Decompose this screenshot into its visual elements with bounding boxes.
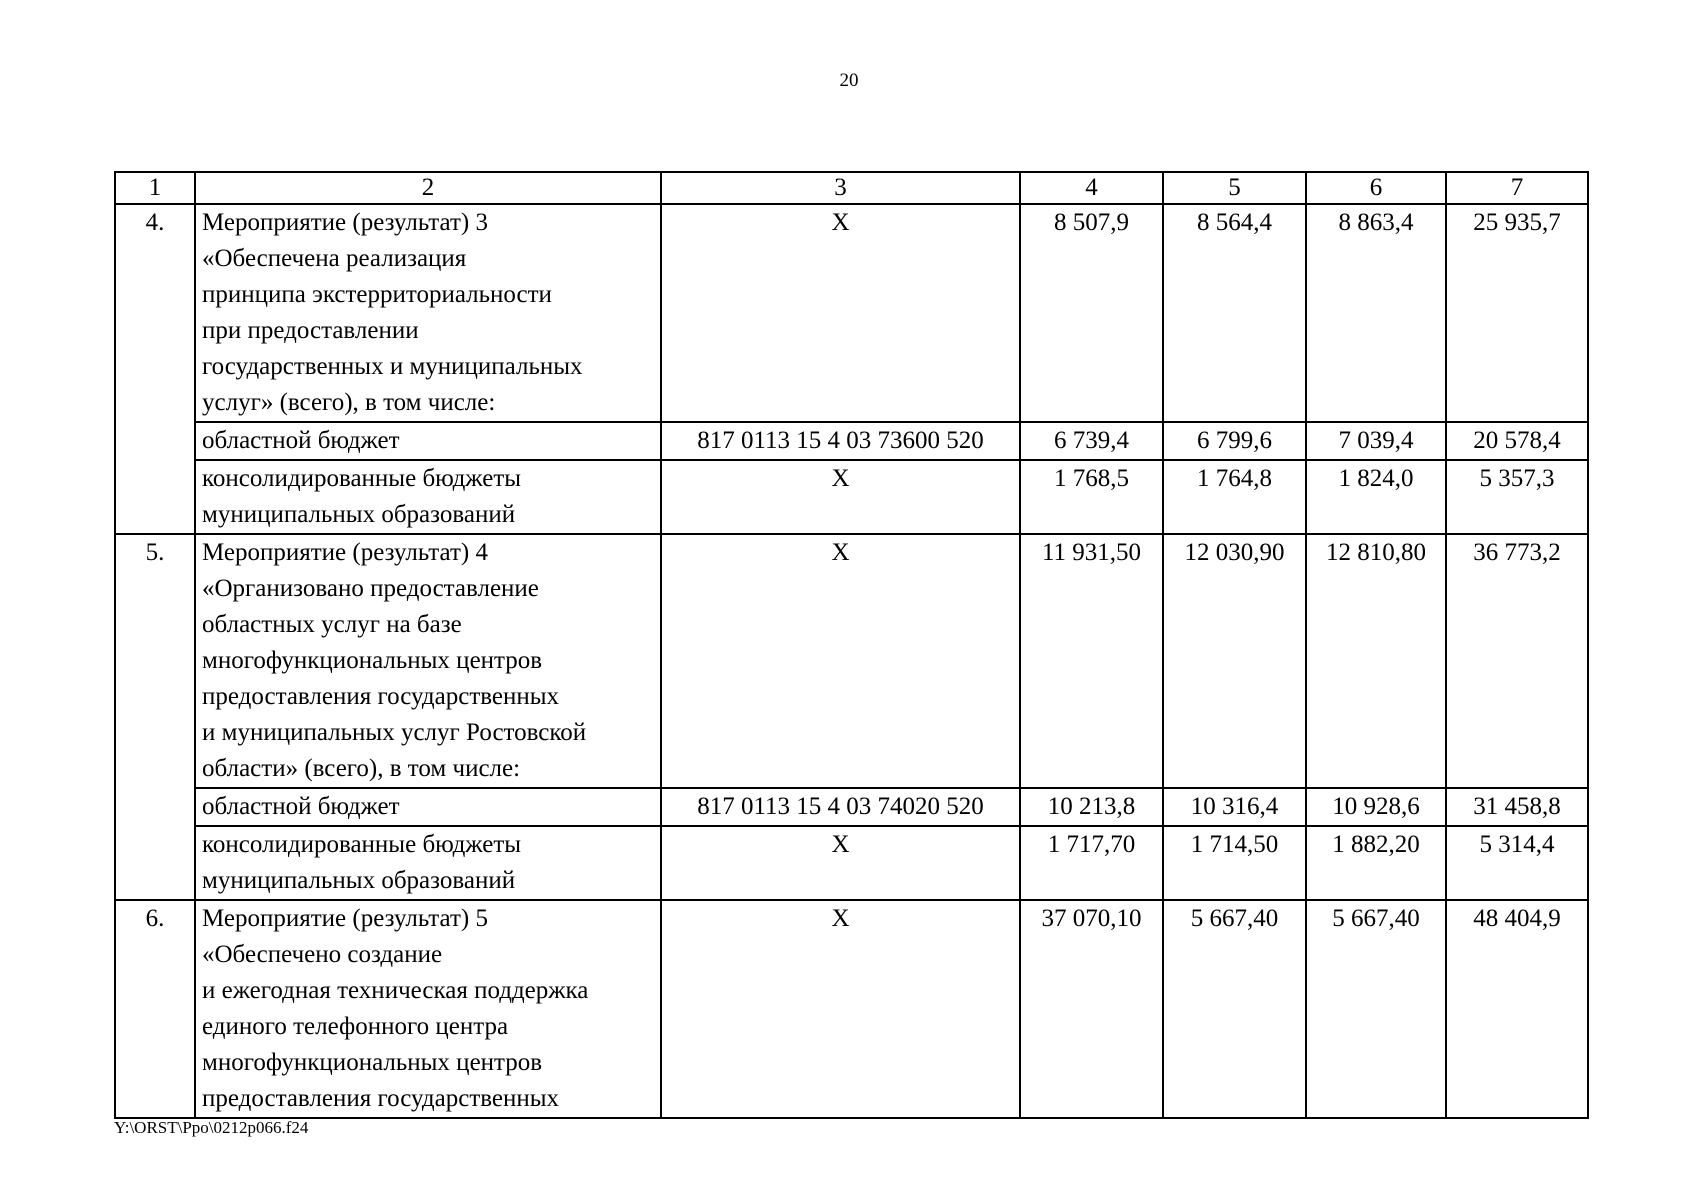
value-col7: 20 578,4 xyxy=(1446,422,1588,460)
value-col5: 1 764,8 xyxy=(1163,460,1306,534)
budget-code: 817 0113 15 4 03 74020 520 xyxy=(661,788,1020,826)
name-line: многофункциональных центров xyxy=(202,1049,543,1076)
budget-code: X xyxy=(661,204,1020,422)
row-number: 6. xyxy=(115,900,195,1118)
value-col5: 10 316,4 xyxy=(1163,788,1306,826)
name-line: областной бюджет xyxy=(202,427,400,454)
name-line: Мероприятие (результат) 4 xyxy=(202,539,488,566)
name-line: муниципальных образований xyxy=(202,501,516,528)
name-line: услуг» (всего), в том числе: xyxy=(202,389,496,416)
name-line: областной бюджет xyxy=(202,793,400,820)
value-col5: 5 667,40 xyxy=(1163,900,1306,1118)
name-line: «Обеспечена реализация xyxy=(202,245,467,272)
table-row xyxy=(115,826,1588,900)
budget-code: X xyxy=(661,900,1020,1118)
value-col6: 12 810,80 xyxy=(1306,534,1446,788)
name-line: областных услуг на базе xyxy=(202,611,462,638)
budget-table xyxy=(114,171,1589,1119)
budget-code: X xyxy=(661,460,1020,534)
name-line: единого телефонного центра xyxy=(202,1013,509,1040)
row-number: 5. xyxy=(115,534,195,900)
table-row xyxy=(115,422,1588,460)
table-row xyxy=(115,460,1588,534)
budget-code: X xyxy=(661,826,1020,900)
value-col5: 6 799,6 xyxy=(1163,422,1306,460)
value-col4: 1 717,70 xyxy=(1020,826,1163,900)
name-line: «Организовано предоставление xyxy=(202,575,539,602)
budget-code: 817 0113 15 4 03 73600 520 xyxy=(661,422,1020,460)
name-line: и ежегодная техническая поддержка xyxy=(202,977,589,1004)
name-line: многофункциональных центров xyxy=(202,647,543,674)
column-header: 7 xyxy=(1446,172,1588,204)
measure-name xyxy=(195,826,661,900)
table-row xyxy=(115,900,1588,1118)
measure-name xyxy=(195,460,661,534)
measure-name xyxy=(195,422,661,460)
value-col6: 8 863,4 xyxy=(1306,204,1446,422)
measure-name xyxy=(195,534,661,788)
name-line: области» (всего), в том числе: xyxy=(202,755,521,782)
value-col4: 11 931,50 xyxy=(1020,534,1163,788)
value-col7: 25 935,7 xyxy=(1446,204,1588,422)
name-line: предоставления государственных xyxy=(202,1085,560,1112)
value-col7: 48 404,9 xyxy=(1446,900,1588,1118)
budget-code: X xyxy=(661,534,1020,788)
measure-name xyxy=(195,900,661,1118)
name-line: при предоставлении xyxy=(202,317,419,344)
name-line: Мероприятие (результат) 3 xyxy=(202,209,488,236)
table-row xyxy=(115,788,1588,826)
column-header: 1 xyxy=(115,172,195,204)
name-line: предоставления государственных xyxy=(202,683,560,710)
name-line: консолидированные бюджеты xyxy=(202,465,522,492)
value-col5: 1 714,50 xyxy=(1163,826,1306,900)
value-col6: 5 667,40 xyxy=(1306,900,1446,1118)
column-header: 4 xyxy=(1020,172,1163,204)
value-col4: 6 739,4 xyxy=(1020,422,1163,460)
column-header: 5 xyxy=(1163,172,1306,204)
table-row xyxy=(115,204,1588,422)
name-line: принципа экстерриториальности xyxy=(202,281,552,308)
value-col6: 1 824,0 xyxy=(1306,460,1446,534)
value-col7: 5 357,3 xyxy=(1446,460,1588,534)
value-col5: 12 030,90 xyxy=(1163,534,1306,788)
value-col7: 31 458,8 xyxy=(1446,788,1588,826)
page-number: 20 xyxy=(839,70,859,91)
table-row xyxy=(115,534,1588,788)
value-col5: 8 564,4 xyxy=(1163,204,1306,422)
measure-name xyxy=(195,204,661,422)
value-col4: 10 213,8 xyxy=(1020,788,1163,826)
value-col6: 1 882,20 xyxy=(1306,826,1446,900)
value-col6: 10 928,6 xyxy=(1306,788,1446,826)
value-col7: 5 314,4 xyxy=(1446,826,1588,900)
row-number: 4. xyxy=(115,204,195,534)
column-header: 6 xyxy=(1306,172,1446,204)
name-line: «Обеспечено создание xyxy=(202,941,443,968)
measure-name xyxy=(195,788,661,826)
table-header-row xyxy=(115,172,1588,204)
value-col7: 36 773,2 xyxy=(1446,534,1588,788)
column-header: 2 xyxy=(195,172,661,204)
value-col4: 1 768,5 xyxy=(1020,460,1163,534)
name-line: консолидированные бюджеты xyxy=(202,831,522,858)
value-col4: 8 507,9 xyxy=(1020,204,1163,422)
name-line: государственных и муниципальных xyxy=(202,353,583,380)
column-header: 3 xyxy=(661,172,1020,204)
name-line: муниципальных образований xyxy=(202,867,516,894)
name-line: и муниципальных услуг Ростовской xyxy=(202,719,587,746)
name-line: Мероприятие (результат) 5 xyxy=(202,905,488,932)
file-path-footer: Y:\ORST\Ppo\0212p066.f24 xyxy=(114,1118,309,1137)
value-col6: 7 039,4 xyxy=(1306,422,1446,460)
value-col4: 37 070,10 xyxy=(1020,900,1163,1118)
